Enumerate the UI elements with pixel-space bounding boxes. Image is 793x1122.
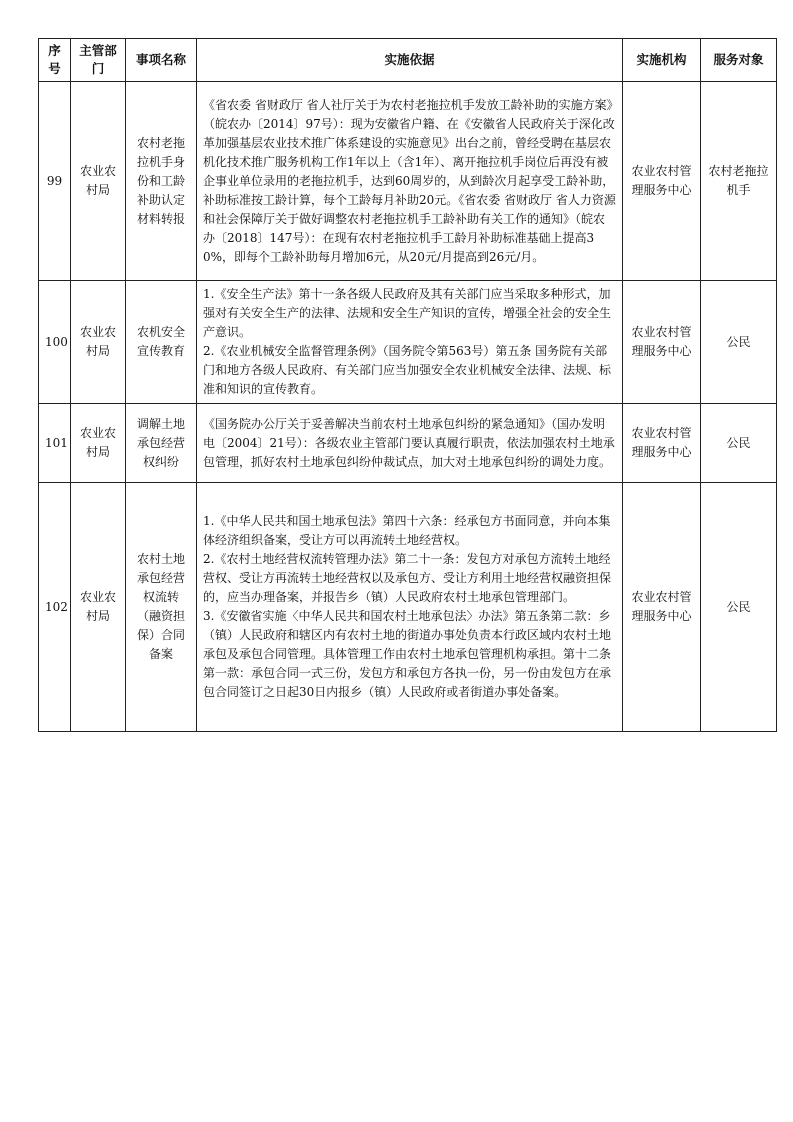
row-item: 农机安全宣传教育 — [126, 281, 197, 404]
basis-paragraph: 1.《安全生产法》第十一条各级人民政府及其有关部门应当采取多种形式，加强对有关安全生产的法律、法规和安全生产知识的宣传，增强全社会的安全生产意识。 — [203, 287, 612, 339]
row-dept: 农业农村局 — [71, 404, 126, 483]
basis-paragraph: 2.《农业机械安全监督管理条例》（国务院令第563号）第五条 国务院有关部门和地方各级人民政府、有关部门应当加强安全农业机械安全法律、法规、标准和知识的宣传教育。 — [203, 344, 612, 396]
table-row — [39, 82, 777, 281]
row-basis — [197, 82, 623, 281]
row-org: 农业农村管理服务中心 — [623, 404, 701, 483]
table-row — [39, 281, 777, 404]
row-basis — [197, 281, 623, 404]
row-target: 农村老拖拉机手 — [701, 82, 777, 281]
row-seq: 101 — [39, 404, 71, 483]
basis-paragraph: 3.《安徽省实施〈中华人民共和国农村土地承包法〉办法》第五条第二款：乡（镇）人民政府和辖区内有农村土地的街道办事处负责本行政区域内农村土地承包及承包合同管理。具体管理工作由农村土地承包管理机构承担。第十二条第一款：承包合同一式三份，发包方和承包方各执一份，另一份由发包方在承包合同签订之日起30日内报乡（镇）人民政府或者街道办事处备案。 — [203, 609, 612, 699]
header-target: 服务对象 — [701, 39, 777, 82]
table-header-row — [39, 39, 777, 82]
basis-paragraph: 2.《农村土地经营权流转管理办法》第二十一条：发包方对承包方流转土地经营权、受让方再流转土地经营权以及承包方、受让方利用土地经营权融资担保的，应当办理备案，并报告乡（镇）人民政府农村土地承包管理部门。 — [203, 552, 612, 604]
service-items-table — [38, 38, 777, 732]
header-dept: 主管部门 — [71, 39, 126, 82]
table-row — [39, 404, 777, 483]
row-item: 农村老拖拉机手身份和工龄补助认定材料转报 — [126, 82, 197, 281]
row-basis — [197, 483, 623, 732]
row-org: 农业农村管理服务中心 — [623, 82, 701, 281]
header-item: 事项名称 — [126, 39, 197, 82]
row-target: 公民 — [701, 281, 777, 404]
row-org: 农业农村管理服务中心 — [623, 483, 701, 732]
row-item: 农村土地承包经营权流转（融资担保）合同备案 — [126, 483, 197, 732]
row-basis — [197, 404, 623, 483]
row-target: 公民 — [701, 404, 777, 483]
basis-paragraph: 《国务院办公厅关于妥善解决当前农村土地承包纠纷的紧急通知》（国办发明电〔2004〕21号）：各级农业主管部门要认真履行职责，依法加强农村土地承包管理，抓好农村土地承包纠纷仲裁试点，加大对土地承包纠纷的调处力度。 — [203, 416, 615, 469]
header-org: 实施机构 — [623, 39, 701, 82]
table-row — [39, 483, 777, 732]
row-target: 公民 — [701, 483, 777, 732]
header-basis: 实施依据 — [197, 39, 623, 82]
row-item: 调解土地承包经营权纠纷 — [126, 404, 197, 483]
header-seq: 序号 — [39, 39, 71, 82]
row-seq: 102 — [39, 483, 71, 732]
row-dept: 农业农村局 — [71, 281, 126, 404]
row-org: 农业农村管理服务中心 — [623, 281, 701, 404]
row-seq: 100 — [39, 281, 71, 404]
row-dept: 农业农村局 — [71, 483, 126, 732]
row-dept: 农业农村局 — [71, 82, 126, 281]
basis-paragraph: 《省农委 省财政厅 省人社厅关于为农村老拖拉机手发放工龄补助的实施方案》（皖农办〔2014〕97号）：现为安徽省户籍、在《安徽省人民政府关于深化改革加强基层农业技术推广体系建设的实施意见》出台之前，曾经受聘在基层农机化技术推广服务机构工作1年以上（含1年）、离开拖拉机手岗位后再没有被企事业单位录用的老拖拉机手，达到60周岁的，从到龄次月起享受工龄补助，补助标准按工龄计算，每个工龄每月补助20元。《省农委 省财政厅 省人力资源和社会保障厅关于做好调整农村老拖拉机手工龄补助有关工作的通知》（皖农办〔2018〕147号）：在现有农村老拖拉机手工龄月补助标准基础上提高30%，即每个工龄补助每月增加6元，从20元/月提高到26元/月。 — [203, 97, 616, 264]
basis-paragraph: 1.《中华人民共和国土地承包法》第四十六条：经承包方书面同意，并向本集体经济组织备案，受让方可以再流转土地经营权。 — [203, 514, 611, 547]
row-seq: 99 — [39, 82, 71, 281]
